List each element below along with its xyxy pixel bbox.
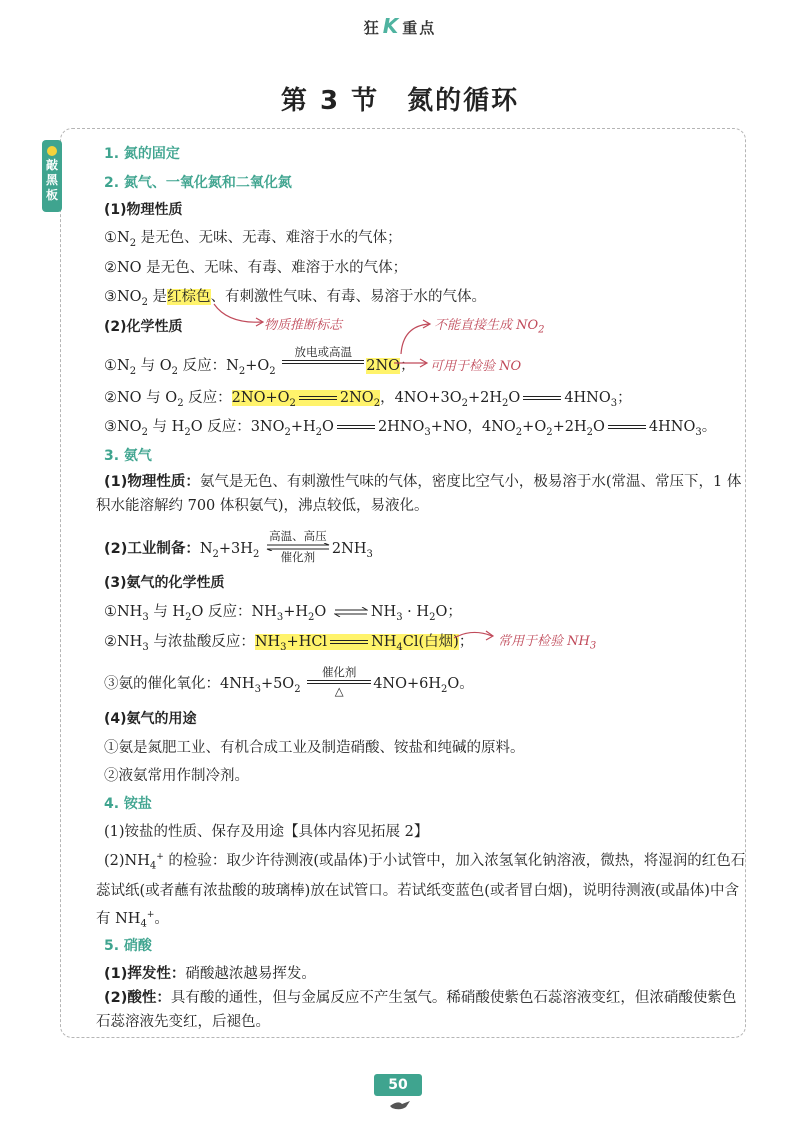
highlight-2no: 2NO [366,358,401,374]
para-n2-physical: $①N_2$ 是无色、无味、无毒、难溶于水的气体； [104,230,402,249]
subheading-2-2: (2)化学性质 [104,319,183,335]
eq-n2-o2: $①N_2$ 与 $O_2$ 反应：$N_2+O_2$ 放电或高温 2NO； [104,345,415,377]
eq-industrial: (2)工业制备：$N_2+3H_2$ 高温、高压 催化剂 $2NH_3$ [104,529,373,564]
para-nh3-use-1: ①氨是氮肥工业、有机合成工业及制造硝酸、铵盐和纯碱的原料。 [104,740,525,756]
annotation-arrow-1 [210,300,270,330]
side-tab-label: 敲黑板 [45,158,58,202]
annotation-arrow-4 [452,626,498,646]
lightbulb-icon [47,146,57,156]
para-no2-physical: $③NO_2$ 是红棕色、有刺激性气味、有毒、易溶于水的气体。 [104,289,487,308]
heading-3: 3. 氨气 [104,448,152,464]
header-brand [0,14,800,38]
note-not-direct-no2: 不能直接生成 $NO_2$ [434,318,545,336]
bird-icon [388,1098,412,1112]
section-number: 第 3 节 [280,86,380,116]
para-no-physical: ②NO 是无色、无味、有毒、难溶于水的气体； [104,260,408,276]
para-ammonium-1: (1)铵盐的性质、保存及用途【具体内容见拓展 2】 [104,824,429,840]
brand-right: 重点 [402,19,437,37]
heading-4: 4. 铵盐 [104,796,152,812]
subheading-2-1: (1)物理性质 [104,202,183,218]
annotation-arrow-3 [392,356,432,370]
subheading-3-3: (3)氨气的化学性质 [104,575,225,591]
brand-k: K [382,14,401,38]
section-name: 氮的循环 [407,86,520,116]
para-hno3-volatile: (1)挥发性：硝酸越浓越易挥发。 [104,966,316,982]
brand-left: 狂 [363,19,381,37]
side-tab [42,140,62,212]
highlight-red-brown: 红棕色 [167,289,211,305]
heading-2: 2. 氮气、一氧化氮和二氧化氮 [104,175,292,191]
note-test-no: 可用于检验 NO [430,359,522,374]
eq-nh3-hcl: $②NH_3$ 与浓盐酸反应：$NH_3+HCl$ $NH_4Cl$(白烟)； [104,634,474,653]
para-hno3-acid: (2)酸性：具有酸的通性，但与金属反应不产生氢气。稀硝酸使紫色石蕊溶液变红，但浓硝酸使紫色石蕊溶液先变红，后褪色。 [96,990,737,1030]
para-ammonium-test: $(2)NH_4^+$ 的检验：取少许待测液(或晶体)于小试管中，加入浓氢氧化钠溶液，微热，将湿润的红色石蕊试纸(或者蘸有浓盐酸的玻璃棒)放在试管口。若试纸变蓝色(或者冒白烟)，说明待测液(或晶体)中含有 $NH_4^+$。 [96,852,746,930]
page-title [0,80,800,117]
note-inference-mark: 物质推断标志 [264,318,343,333]
eq-no-o2: ②NO 与 $O_2$ 反应：$2NO+O_2$ $2NO_2$，$4NO+3O_2+2H_2O$ $4HNO_3$； [104,390,632,409]
page-number: 50 [374,1074,422,1096]
note-test-nh3: 常用于检验 $NH_3$ [498,634,597,652]
heading-5: 5. 硝酸 [104,938,152,954]
eq-nh3-oxidation: ③氨的催化氧化：$4NH_3+5O_2$ 催化剂 △ $4NO+6H_2O$。 [104,665,474,698]
heading-1: 1. 氮的固定 [104,146,180,162]
highlight-nh4cl: $NH_3+HCl$ $NH_4Cl$(白烟) [254,634,459,653]
para-nh3-physical: (1)物理性质：氨气是无色、有刺激性气味的气体，密度比空气小，极易溶于水(常温、常压下，1 体积水能溶解约 700 体积氨气)，沸点较低，易液化。 [96,474,742,514]
eq-no2-h2o: $③NO_2$ 与 $H_2O$ 反应：$3NO_2+H_2O$ $2HNO_3+NO$，$4NO_2+O_2+2H_2O$ $4HNO_3$。 [104,419,717,438]
eq-nh3-h2o: $①NH_3$ 与 $H_2O$ 反应：$NH_3+H_2O$ $NH_3 \cdot H_2O$； [104,604,462,623]
subheading-3-4: (4)氨气的用途 [104,711,197,727]
para-nh3-use-2: ②液氨常用作制冷剂。 [104,768,249,784]
